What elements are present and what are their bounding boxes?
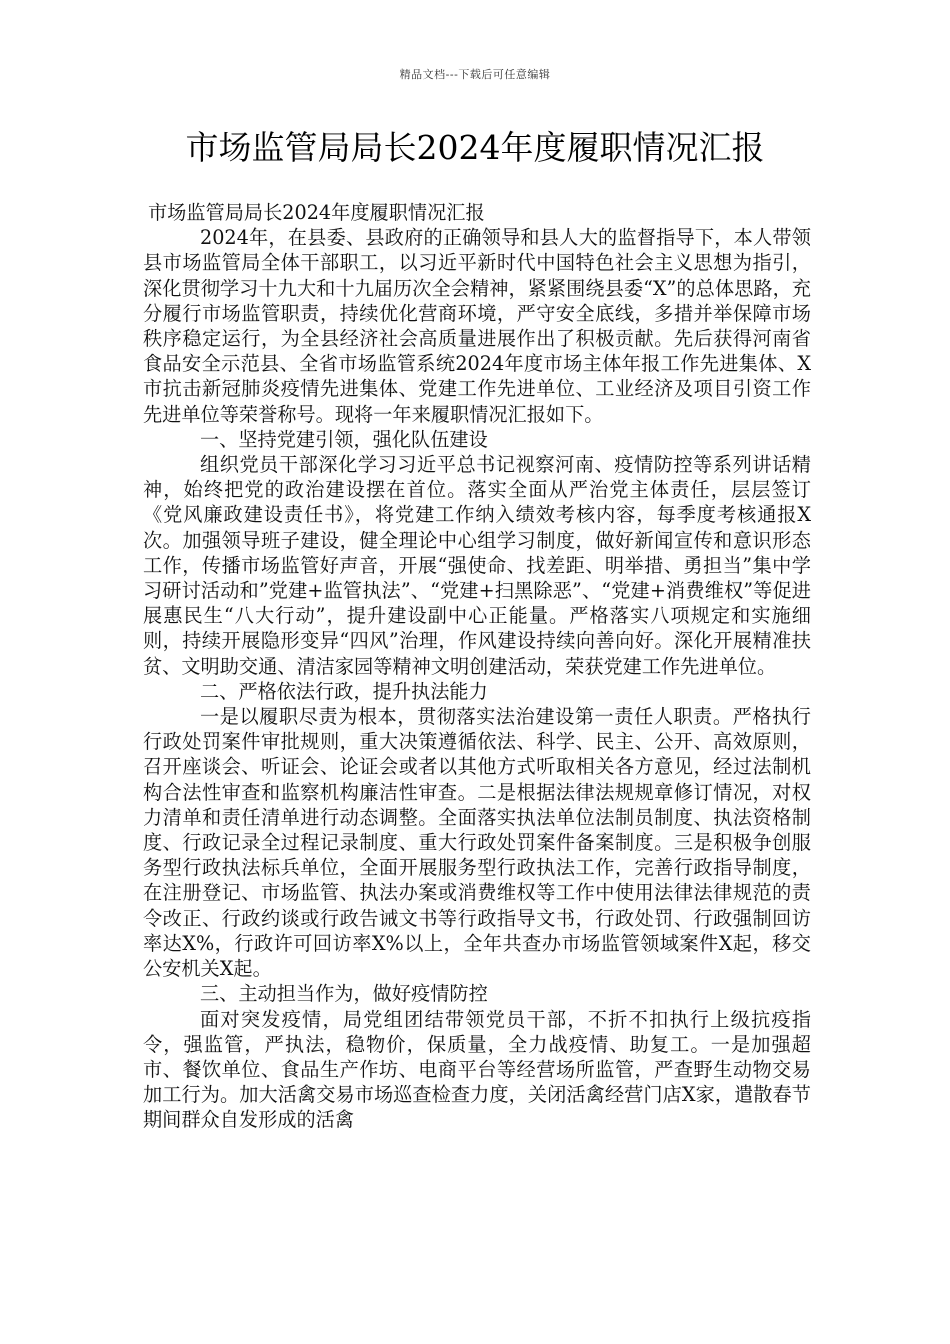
paragraph-intro: 2024年，在县委、县政府的正确领导和县人大的监督指导下，本人带领县市场监管局全体干部职工，以习近平新时代中国特色社会主义思想为指引，深化贯彻学习十九大和十九届历次全会精神，紧紧围绕县委“X”的总体思路，充分履行市场监管职责，持续优化营商环境，严守安全底线，多措并举保障市场秩序稳定运行，为全县经济社会高质量进展作出了积极贡献。先后获得河南省食品安全示范县、全省市场监管系统2024年度市场主体年报工作先进集体、X市抗击新冠肺炎疫情先进集体、党建工作先进单位、工业经济及项目引资工作先进单位等荣誉称号。现将一年来履职情况汇报如下。 [143, 226, 811, 426]
section-heading-2: 二、严格依法行政，提升执法能力 [200, 679, 488, 703]
document-body [143, 200, 811, 1133]
section-heading-1: 一、坚持党建引领，强化队伍建设 [200, 427, 488, 451]
paragraph-section-3: 面对突发疫情，局党组团结带领党员干部，不折不扣执行上级抗疫指令，强监管，严执法，稳物价，保质量，全力战疫情、助复工。一是加强超市、餐饮单位、食品生产作坊、电商平台等经营场所监管，严查野生动物交易加工行为。加大活禽交易市场巡查检查力度，关闭活禽经营门店X家，遣散春节期间群众自发形成的活禽 [143, 1007, 811, 1132]
paragraph-section-2: 一是以履职尽责为根本，贯彻落实法治建设第一责任人职责。严格执行行政处罚案件审批规则，重大决策遵循依法、科学、民主、公开、高效原则，召开座谈会、听证会、论证会或者以其他方式听取相关各方意见，经过法制机构合法性审查和监察机构廉洁性审查。二是根据法律法规规章修订情况，对权力清单和责任清单进行动态调整。全面落实执法单位法制员制度、执法资格制度、行政记录全过程记录制度、重大行政处罚案件备案制度。三是积极争创服务型行政执法标兵单位，全面开展服务型行政执法工作，完善行政指导制度，在注册登记、市场监管、执法办案或消费维权等工作中使用法律法律规范的责令改正、行政约谈或行政告诫文书等行政指导文书，行政处罚、行政强制回访率达X%，行政许可回访率X%以上，全年共查办市场监管领域案件X起，移交公安机关X起。 [143, 705, 811, 981]
document-subtitle: 市场监管局局长2024年度履职情况汇报 [148, 201, 485, 224]
document-title: 市场监管局局长2024年度履职情况汇报 [185, 128, 765, 167]
paragraph-section-1: 组织党员干部深化学习习近平总书记视察河南、疫情防控等系列讲话精神，始终把党的政治建设摆在首位。落实全面从严治党主体责任，层层签订《党风廉政建设责任书》，将党建工作纳入绩效考核内容，每季度考核通报X次。加强领导班子建设，健全理论中心组学习制度，做好新闻宣传和意识形态工作，传播市场监管好声音，开展“强使命、找差距、明举措、勇担当”集中学习研讨活动和”党建+监管执法”、“党建+扫黑除恶”、“党建+消费维权”等促进展惠民生“八大行动”，提升建设副中心正能量。严格落实八项规定和实施细则，持续开展隐形变异“四风”治理，作风建设持续向善向好。深化开展精准扶贫、文明助交通、清洁家园等精神文明创建活动，荣获党建工作先进单位。 [143, 453, 811, 678]
header-note: 精品文档---下载后可任意编辑 [399, 68, 551, 81]
section-heading-3: 三、主动担当作为，做好疫情防控 [200, 982, 488, 1006]
